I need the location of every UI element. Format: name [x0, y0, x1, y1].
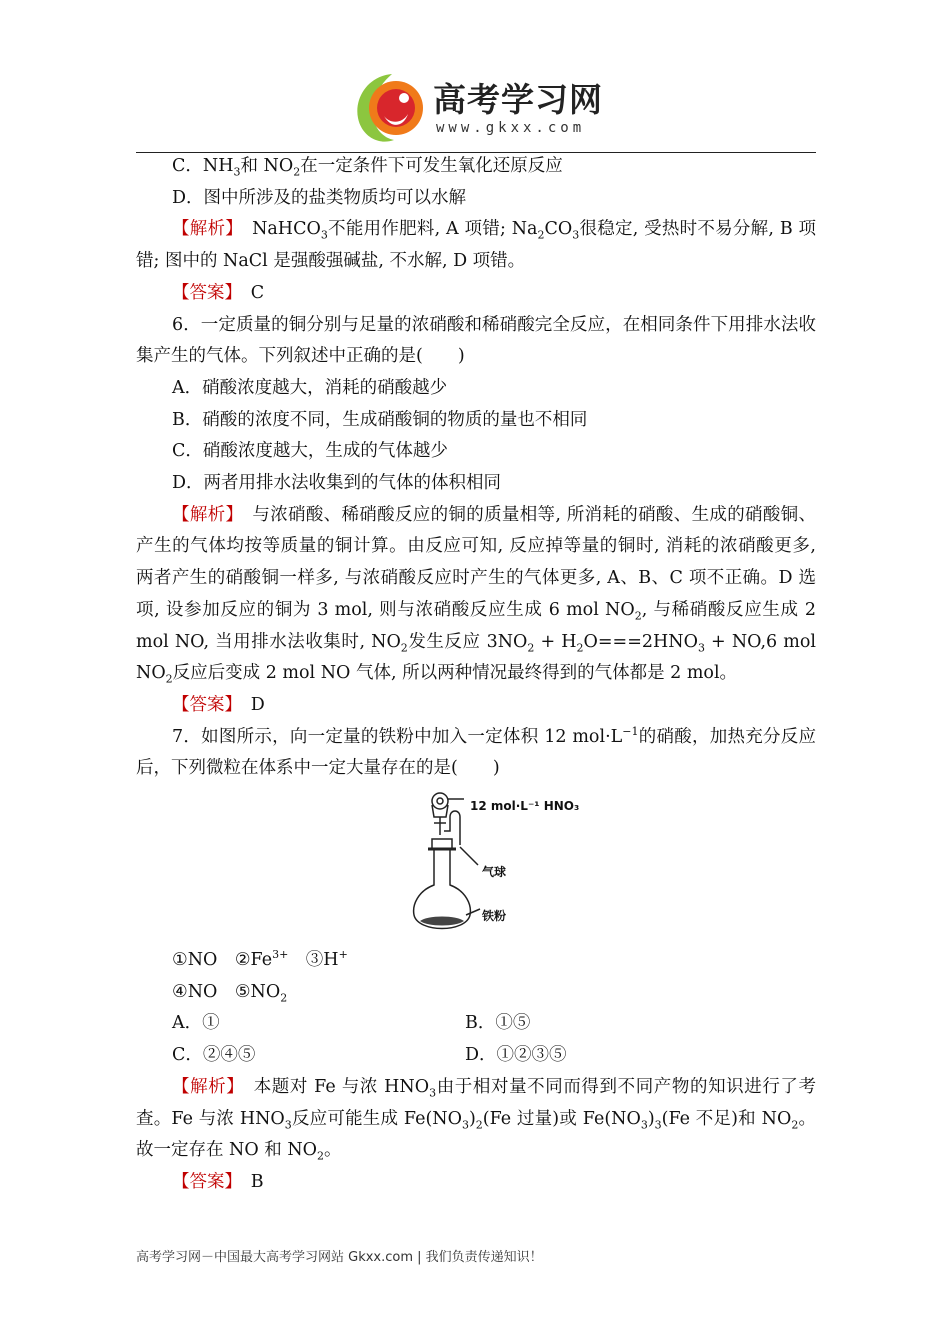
- balloon-label: 气球: [482, 865, 507, 880]
- q7-option-d: D．①②③⑤: [465, 1045, 567, 1066]
- q7-stem: 7．如图所示，向一定量的铁粉中加入一定体积 12 $mol\cdot L^{-1}$的硝酸，加热充分反应后，下列微粒在体系中一定大量存在的是( ): [136, 724, 817, 779]
- document-body: [136, 151, 816, 1199]
- q5-option-c: C．$NH_3$和 $NO_2$在一定条件下可发生氧化还原反应: [172, 156, 563, 179]
- q7-answer: 【答案】 B: [172, 1171, 264, 1192]
- logo-mark-icon: [348, 68, 432, 152]
- page-footer: 高考学习网－中国最大高考学习网站 Gkxx.com | 我们负责传递知识！: [136, 1250, 543, 1265]
- q6-answer: 【答案】 D: [172, 694, 265, 715]
- q7-option-a: A．①: [172, 1013, 220, 1034]
- q7-items-line-2: ④NO $⑤NO_2$: [172, 981, 288, 1005]
- q7-option-b: B．①⑤: [465, 1013, 531, 1034]
- iron-powder-label: 铁粉: [482, 909, 507, 924]
- apparatus-figure: [136, 787, 816, 937]
- analysis-tag: 【解析】: [172, 1076, 236, 1097]
- q5-option-d: D．图中所涉及的盐类物质均可以水解: [172, 187, 467, 208]
- q5-answer: 【答案】 C: [172, 282, 265, 303]
- analysis-tag: 【解析】: [172, 219, 235, 240]
- logo-title: 高考学习网: [433, 80, 603, 119]
- q7-analysis: 【解析】 本题对 Fe 与浓 $HNO_3$由于相对量不同而得到不同产物的知识进行了考查。Fe 与浓 $HNO_3$反应可能生成 $Fe(NO_3)_2(Fe$ 过量)或 $Fe(NO_3)_3(Fe$ 不足)和 $NO_2$。故一定存在 NO 和 $NO_2$。: [136, 1076, 817, 1163]
- answer-tag: 【答案】: [172, 282, 234, 303]
- q6-option-a: A．硝酸浓度越大，消耗的硝酸越少: [172, 377, 448, 398]
- answer-tag: 【答案】: [172, 694, 234, 715]
- q7-options-row-2: [136, 1040, 816, 1072]
- q6-analysis: 【解析】 与浓硝酸、稀硝酸反应的铜的质量相等, 所消耗的硝酸、生成的硝酸铜、产生的气体均按等质量的铜计算。由反应可知, 反应掉等量的铜时, 消耗的浓硝酸更多, 两者产生的硝酸铜一样多, 与浓硝酸反应时产生的气体更多, A、B、C 项不正确。D 选项, 设参加反应的铜为 3 mol, 则与浓硝酸反应生成 6 mol $NO_2$, 与稀硝酸反应生成 2 mol NO, 当用排水法收集时, $NO_2$发生反应 $3NO_2 + H_2O===2HNO_3 + NO,6$ mol $NO_2$反应后变成 2 mol NO 气体, 所以两种情况最终得到的气体都是 2 mol。: [136, 504, 817, 686]
- q6-option-c: C．硝酸浓度越大，生成的气体越少: [172, 441, 448, 462]
- analysis-tag: 【解析】: [172, 504, 235, 525]
- q6-stem: 6．一定质量的铜分别与足量的浓硝酸和稀硝酸完全反应，在相同条件下用排水法收集产生的气体。下列叙述中正确的是( ): [136, 314, 816, 367]
- q6-option-d: D．两者用排水法收集到的气体的体积相同: [172, 473, 502, 494]
- q6-option-b: B．硝酸的浓度不同，生成硝酸铜的物质的量也不相同: [172, 409, 588, 430]
- q7-items-line-1: ①NO $②Fe^{3+}$ ③H+: [172, 948, 348, 971]
- answer-tag: 【答案】: [172, 1171, 234, 1192]
- q7-option-c: C．②④⑤: [172, 1045, 256, 1066]
- logo-url: www.gkxx.com: [436, 120, 586, 136]
- site-logo: [348, 68, 618, 152]
- q7-options-row-1: [136, 1008, 816, 1040]
- acid-label: 12 mol·L⁻¹ HNO₃: [470, 799, 580, 814]
- q5-analysis: 【解析】 NaHCO$_3$不能用作肥料, A 项错; $Na_2CO_3$很稳定, 受热时不易分解, B 项错; 图中的 NaCl 是强酸强碱盐, 不水解, D 项错。: [136, 219, 817, 272]
